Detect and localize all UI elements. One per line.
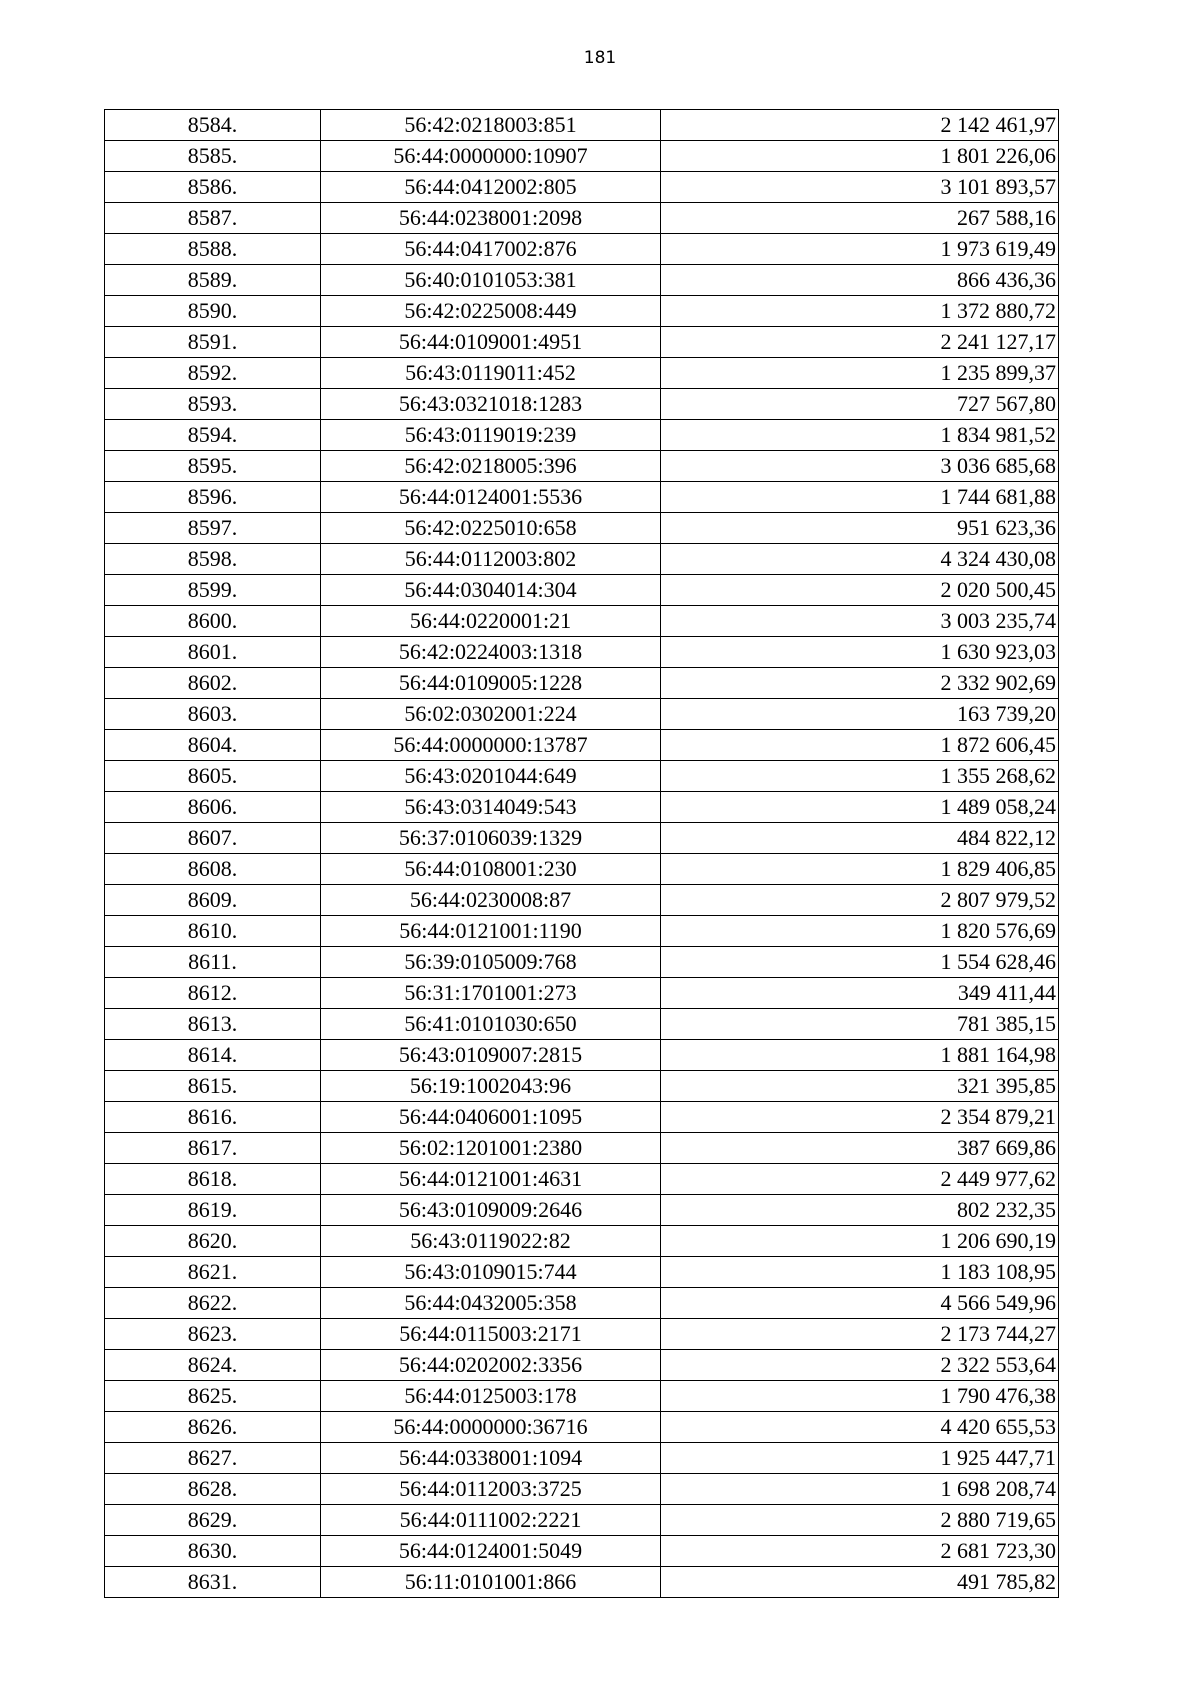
cadastral-number-cell: 56:44:0220001:21 (321, 606, 661, 637)
cadastral-value-cell: 1 372 880,72 (661, 296, 1059, 327)
table-row (105, 947, 1059, 978)
row-number-cell: 8610. (105, 916, 321, 947)
table-row (105, 513, 1059, 544)
cadastral-value-cell: 1 973 619,49 (661, 234, 1059, 265)
cadastral-value-cell: 1 698 208,74 (661, 1474, 1059, 1505)
cadastral-number-cell: 56:43:0201044:649 (321, 761, 661, 792)
table-row (105, 1164, 1059, 1195)
table-row (105, 482, 1059, 513)
cadastral-value-cell: 4 566 549,96 (661, 1288, 1059, 1319)
table-row (105, 1288, 1059, 1319)
row-number-cell: 8591. (105, 327, 321, 358)
table-row (105, 885, 1059, 916)
table-row (105, 1350, 1059, 1381)
cadastral-number-cell: 56:44:0124001:5536 (321, 482, 661, 513)
row-number-cell: 8621. (105, 1257, 321, 1288)
cadastral-number-cell: 56:44:0238001:2098 (321, 203, 661, 234)
table-row (105, 854, 1059, 885)
cadastral-number-cell: 56:42:0218003:851 (321, 110, 661, 141)
cadastral-value-cell: 2 173 744,27 (661, 1319, 1059, 1350)
cadastral-value-cell: 1 790 476,38 (661, 1381, 1059, 1412)
table-row (105, 761, 1059, 792)
table-row (105, 1009, 1059, 1040)
cadastral-value-cell: 321 395,85 (661, 1071, 1059, 1102)
table-row (105, 575, 1059, 606)
cadastral-number-cell: 56:44:0202002:3356 (321, 1350, 661, 1381)
row-number-cell: 8589. (105, 265, 321, 296)
table-row (105, 234, 1059, 265)
cadastral-number-cell: 56:44:0108001:230 (321, 854, 661, 885)
table-row (105, 1319, 1059, 1350)
cadastral-number-cell: 56:44:0109005:1228 (321, 668, 661, 699)
table-row (105, 637, 1059, 668)
cadastral-number-cell: 56:41:0101030:650 (321, 1009, 661, 1040)
table-row (105, 389, 1059, 420)
row-number-cell: 8607. (105, 823, 321, 854)
table-row (105, 203, 1059, 234)
row-number-cell: 8623. (105, 1319, 321, 1350)
cadastral-value-cell: 2 354 879,21 (661, 1102, 1059, 1133)
cadastral-number-cell: 56:44:0417002:876 (321, 234, 661, 265)
cadastral-value-cell: 1 183 108,95 (661, 1257, 1059, 1288)
row-number-cell: 8622. (105, 1288, 321, 1319)
cadastral-number-cell: 56:44:0432005:358 (321, 1288, 661, 1319)
table-row (105, 141, 1059, 172)
cadastral-number-cell: 56:44:0000000:10907 (321, 141, 661, 172)
row-number-cell: 8594. (105, 420, 321, 451)
cadastral-number-cell: 56:11:0101001:866 (321, 1567, 661, 1598)
cadastral-number-cell: 56:43:0109009:2646 (321, 1195, 661, 1226)
cadastral-value-cell: 3 036 685,68 (661, 451, 1059, 482)
cadastral-value-cell: 349 411,44 (661, 978, 1059, 1009)
table-row (105, 1381, 1059, 1412)
cadastral-number-cell: 56:43:0119019:239 (321, 420, 661, 451)
cadastral-value-cell: 2 880 719,65 (661, 1505, 1059, 1536)
row-number-cell: 8593. (105, 389, 321, 420)
row-number-cell: 8619. (105, 1195, 321, 1226)
cadastral-value-cell: 727 567,80 (661, 389, 1059, 420)
table-row (105, 172, 1059, 203)
table-row (105, 668, 1059, 699)
cadastral-value-cell: 2 020 500,45 (661, 575, 1059, 606)
cadastral-value-cell: 1 355 268,62 (661, 761, 1059, 792)
cadastral-value-cell: 1 881 164,98 (661, 1040, 1059, 1071)
row-number-cell: 8585. (105, 141, 321, 172)
row-number-cell: 8628. (105, 1474, 321, 1505)
cadastral-number-cell: 56:43:0119022:82 (321, 1226, 661, 1257)
cadastral-number-cell: 56:44:0121001:4631 (321, 1164, 661, 1195)
cadastral-value-cell: 866 436,36 (661, 265, 1059, 296)
row-number-cell: 8597. (105, 513, 321, 544)
row-number-cell: 8608. (105, 854, 321, 885)
cadastral-number-cell: 56:40:0101053:381 (321, 265, 661, 296)
cadastral-number-cell: 56:44:0111002:2221 (321, 1505, 661, 1536)
table-row (105, 699, 1059, 730)
row-number-cell: 8603. (105, 699, 321, 730)
cadastral-value-cell: 2 332 902,69 (661, 668, 1059, 699)
row-number-cell: 8627. (105, 1443, 321, 1474)
table-row (105, 1071, 1059, 1102)
cadastral-number-cell: 56:42:0225010:658 (321, 513, 661, 544)
row-number-cell: 8620. (105, 1226, 321, 1257)
row-number-cell: 8592. (105, 358, 321, 389)
cadastral-number-cell: 56:42:0224003:1318 (321, 637, 661, 668)
row-number-cell: 8599. (105, 575, 321, 606)
table-row (105, 1133, 1059, 1164)
table-row (105, 420, 1059, 451)
cadastral-value-cell: 484 822,12 (661, 823, 1059, 854)
table-row (105, 916, 1059, 947)
cadastral-number-cell: 56:19:1002043:96 (321, 1071, 661, 1102)
row-number-cell: 8617. (105, 1133, 321, 1164)
row-number-cell: 8605. (105, 761, 321, 792)
cadastral-number-cell: 56:43:0109015:744 (321, 1257, 661, 1288)
row-number-cell: 8613. (105, 1009, 321, 1040)
cadastral-number-cell: 56:31:1701001:273 (321, 978, 661, 1009)
cadastral-number-cell: 56:44:0125003:178 (321, 1381, 661, 1412)
cadastral-value-cell: 2 322 553,64 (661, 1350, 1059, 1381)
row-number-cell: 8629. (105, 1505, 321, 1536)
cadastral-value-cell: 1 744 681,88 (661, 482, 1059, 513)
row-number-cell: 8601. (105, 637, 321, 668)
cadastral-value-cell: 1 489 058,24 (661, 792, 1059, 823)
row-number-cell: 8630. (105, 1536, 321, 1567)
row-number-cell: 8598. (105, 544, 321, 575)
cadastral-value-cell: 2 142 461,97 (661, 110, 1059, 141)
cadastral-number-cell: 56:44:0230008:87 (321, 885, 661, 916)
cadastral-value-cell: 3 101 893,57 (661, 172, 1059, 203)
cadastral-number-cell: 56:44:0112003:3725 (321, 1474, 661, 1505)
cadastral-value-cell: 802 232,35 (661, 1195, 1059, 1226)
cadastral-value-cell: 1 630 923,03 (661, 637, 1059, 668)
table-row (105, 1567, 1059, 1598)
table-row (105, 296, 1059, 327)
table-row (105, 1257, 1059, 1288)
cadastral-number-cell: 56:44:0115003:2171 (321, 1319, 661, 1350)
cadastral-value-cell: 2 241 127,17 (661, 327, 1059, 358)
cadastral-value-cell: 2 807 979,52 (661, 885, 1059, 916)
cadastral-value-cell: 387 669,86 (661, 1133, 1059, 1164)
table-row (105, 1505, 1059, 1536)
table-row (105, 451, 1059, 482)
cadastral-value-cell: 4 420 655,53 (661, 1412, 1059, 1443)
table-row (105, 358, 1059, 389)
cadastral-number-cell: 56:44:0112003:802 (321, 544, 661, 575)
row-number-cell: 8625. (105, 1381, 321, 1412)
cadastral-value-cell: 1 206 690,19 (661, 1226, 1059, 1257)
row-number-cell: 8588. (105, 234, 321, 265)
cadastral-value-cell: 3 003 235,74 (661, 606, 1059, 637)
cadastral-value-cell: 1 801 226,06 (661, 141, 1059, 172)
cadastral-number-cell: 56:44:0000000:36716 (321, 1412, 661, 1443)
row-number-cell: 8606. (105, 792, 321, 823)
row-number-cell: 8614. (105, 1040, 321, 1071)
table-row (105, 1536, 1059, 1567)
table-body (105, 110, 1059, 1598)
cadastral-value-cell: 1 834 981,52 (661, 420, 1059, 451)
row-number-cell: 8611. (105, 947, 321, 978)
table-row (105, 823, 1059, 854)
cadastral-number-cell: 56:02:0302001:224 (321, 699, 661, 730)
table-row (105, 1412, 1059, 1443)
table-row (105, 1195, 1059, 1226)
table-row (105, 110, 1059, 141)
table-row (105, 327, 1059, 358)
cadastral-value-cell: 491 785,82 (661, 1567, 1059, 1598)
table-row (105, 1474, 1059, 1505)
cadastral-number-cell: 56:42:0218005:396 (321, 451, 661, 482)
row-number-cell: 8595. (105, 451, 321, 482)
cadastral-value-cell: 951 623,36 (661, 513, 1059, 544)
cadastral-number-cell: 56:43:0321018:1283 (321, 389, 661, 420)
row-number-cell: 8618. (105, 1164, 321, 1195)
cadastral-number-cell: 56:43:0109007:2815 (321, 1040, 661, 1071)
cadastral-number-cell: 56:37:0106039:1329 (321, 823, 661, 854)
cadastral-value-cell: 267 588,16 (661, 203, 1059, 234)
cadastral-number-cell: 56:43:0314049:543 (321, 792, 661, 823)
row-number-cell: 8586. (105, 172, 321, 203)
cadastral-number-cell: 56:44:0109001:4951 (321, 327, 661, 358)
cadastral-number-cell: 56:44:0124001:5049 (321, 1536, 661, 1567)
cadastral-value-cell: 1 235 899,37 (661, 358, 1059, 389)
row-number-cell: 8615. (105, 1071, 321, 1102)
table-row (105, 792, 1059, 823)
row-number-cell: 8609. (105, 885, 321, 916)
cadastral-value-cell: 781 385,15 (661, 1009, 1059, 1040)
table-row (105, 1040, 1059, 1071)
table-row (105, 1443, 1059, 1474)
row-number-cell: 8604. (105, 730, 321, 761)
cadastral-value-cell: 163 739,20 (661, 699, 1059, 730)
page-number: 181 (583, 48, 617, 68)
cadastral-number-cell: 56:42:0225008:449 (321, 296, 661, 327)
row-number-cell: 8602. (105, 668, 321, 699)
cadastral-number-cell: 56:44:0412002:805 (321, 172, 661, 203)
cadastral-value-cell: 4 324 430,08 (661, 544, 1059, 575)
table-row (105, 730, 1059, 761)
cadastral-number-cell: 56:44:0000000:13787 (321, 730, 661, 761)
row-number-cell: 8590. (105, 296, 321, 327)
table-row (105, 1226, 1059, 1257)
table-row (105, 265, 1059, 296)
table-row (105, 606, 1059, 637)
row-number-cell: 8612. (105, 978, 321, 1009)
cadastral-value-cell: 1 829 406,85 (661, 854, 1059, 885)
cadastral-value-cell: 1 925 447,71 (661, 1443, 1059, 1474)
cadastral-value-cell: 1 820 576,69 (661, 916, 1059, 947)
cadastral-number-cell: 56:39:0105009:768 (321, 947, 661, 978)
table-row (105, 1102, 1059, 1133)
table-row (105, 978, 1059, 1009)
row-number-cell: 8624. (105, 1350, 321, 1381)
row-number-cell: 8584. (105, 110, 321, 141)
row-number-cell: 8616. (105, 1102, 321, 1133)
cadastral-number-cell: 56:02:1201001:2380 (321, 1133, 661, 1164)
cadastral-number-cell: 56:44:0121001:1190 (321, 916, 661, 947)
row-number-cell: 8587. (105, 203, 321, 234)
cadastral-value-cell: 1 554 628,46 (661, 947, 1059, 978)
row-number-cell: 8626. (105, 1412, 321, 1443)
row-number-cell: 8600. (105, 606, 321, 637)
cadastral-value-cell: 1 872 606,45 (661, 730, 1059, 761)
cadastral-value-cell: 2 681 723,30 (661, 1536, 1059, 1567)
table-row (105, 544, 1059, 575)
cadastral-number-cell: 56:44:0304014:304 (321, 575, 661, 606)
cadastral-number-cell: 56:43:0119011:452 (321, 358, 661, 389)
row-number-cell: 8596. (105, 482, 321, 513)
cadastral-number-cell: 56:44:0406001:1095 (321, 1102, 661, 1133)
cadastral-value-cell: 2 449 977,62 (661, 1164, 1059, 1195)
cadastral-value-table (104, 109, 1059, 1598)
cadastral-number-cell: 56:44:0338001:1094 (321, 1443, 661, 1474)
row-number-cell: 8631. (105, 1567, 321, 1598)
